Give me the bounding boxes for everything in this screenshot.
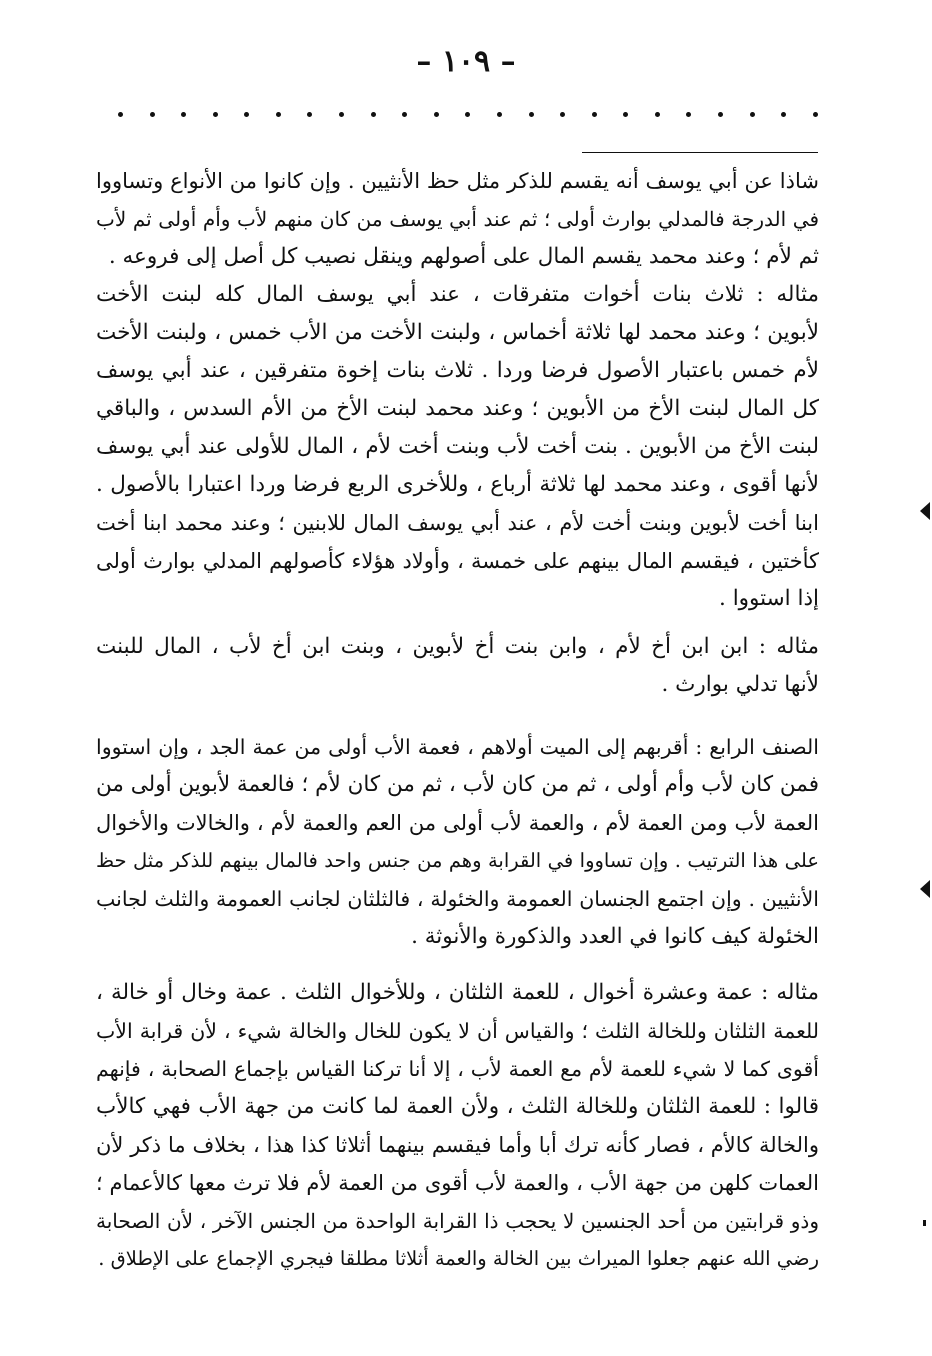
text-line: والخالة كالأم ، فصار كأنه ترك أبا وأما فيقسم بينهما أثلاثا كذا هذا ، بخلاف ما ذكر لأن [96,1133,819,1157]
separator-dot [750,112,755,117]
dotted-separator [118,112,818,117]
separator-dot [434,112,439,117]
margin-tick [923,1220,926,1226]
separator-dot [813,112,818,117]
text-line: شاذا عن أبي يوسف أنه يقسم للذكر مثل حظ الأنثيين . وإن كانوا من الأنواع وتساووا [96,169,819,193]
text-line: لأبوين ؛ وعند محمد لها ثلاثة أخماس ، ولبنت الأخت من الأب خمس ، ولبنت الأخت [96,320,819,345]
paragraph-gap [96,704,819,728]
text-line: قالوا : للعمة الثلثان وللخالة الثلث ، ولأن العمة لما كانت من جهة الأب فهي كالأب [96,1094,819,1119]
text-line: ثم لأم ؛ وعند محمد يقسم المال على أصولهم وينقل نصيب كل أصل إلى فروعه . [108,244,819,269]
text-line: وذو قرابتين من أحد الجنسين لا يحجب ذا القرابة الواحدة من الجنس الآخر ، لأن الصحابة [96,1209,819,1233]
paragraph-gap [96,618,819,628]
text-body [96,162,819,1278]
separator-dot [655,112,660,117]
paragraph-gap [96,956,819,974]
separator-dot [623,112,628,117]
separator-dot [465,112,470,117]
separator-dot [276,112,281,117]
text-line: لأنها أقوى ، وعند محمد لها ثلاثة أرباع ، وللأخرى الربع فرضا وردا اعتبارا بالأصول . [96,472,819,497]
text-line: أقوى كما لا شيء للعمة لأم مع العمة لأب ، إلا أنا تركنا القياس بإجماع الصحابة ، فإنهم [96,1057,819,1081]
text-line: الصنف الرابع : أقربهم إلى الميت أولاهم ، فعمة الأب أولى من عمة الجد ، وإن استووا [96,735,819,759]
separator-dot [213,112,218,117]
text-line: العمات كلهن من جهة الأب ، والعمة لأب أقوى من العمة لأم فلا ترث معها كالأعمام ؛ [96,1171,819,1195]
top-rule [582,152,818,153]
paragraph-example-1 [96,276,819,618]
text-line: لأنها تدلي بوارث . [661,672,819,697]
separator-dot [244,112,249,117]
text-line: للعمة الثلثان وللخالة الثلث ؛ والقياس أن لا يكون للخال والخالة شيء ، لأن قرابة الأب [96,1019,819,1043]
text-line: رضي الله عنهم جعلوا الميراث بين الخالة والعمة أثلاثا مطلقا فيجري الإجماع على الإطلاق . [98,1247,819,1270]
separator-dot [371,112,376,117]
text-line: لبنت الأخ من الأبوين . بنت أخت لأب وبنت أخت لأم ، المال للأولى عند أبي يوسف [96,434,819,459]
text-line: مثاله : عمة وعشرة أخوال ، للعمة الثلثان ، وللأخوال الثلث . عمة وخال أو خالة ، [96,980,819,1005]
text-line: كأختين ، فيقسم المال بينهم على خمسة ، وأولاد هؤلاء كأصولهم المدلي بوارث أولى [96,549,819,573]
separator-dot [718,112,723,117]
separator-dot [118,112,123,117]
margin-mark [920,502,930,520]
text-line: العمة لأب ومن العمة لأم ، والعمة لأب أولى من العم والعمة لأم ، والخالات والأخوال [96,811,819,835]
separator-dot [181,112,186,117]
paragraph-example-3 [96,974,819,1278]
separator-dot [686,112,691,117]
text-line: مثاله : ثلاث بنات أخوات متفرقات ، عند أبي يوسف المال كله لبنت الأخت [96,282,819,307]
separator-dot [402,112,407,117]
page-number: – ١٠٩ – [416,44,516,79]
separator-dot [307,112,312,117]
separator-dot [529,112,534,117]
separator-dot [781,112,786,117]
text-line: في الدرجة فالمدلي بوارث أولى ؛ ثم عند أبي يوسف من كان منهم لأب وأم أولى ثم لأب [96,207,819,231]
paragraph-continuation [96,162,819,276]
text-line: الأنثيين . وإن اجتمع الجنسان العمومة والخئولة ، فالثلثان لجانب العمومة والثلث لجانب [96,887,819,911]
text-line: لأم خمس باعتبار الأصول فرضا وردا . ثلاث بنات إخوة متفرقين ، عند أبي يوسف [96,358,819,383]
margin-mark [920,880,930,898]
text-line: إذا استووا . [719,586,819,611]
text-line: الخئولة كيف كانوا في العدد والذكورة والأنوثة . [411,924,819,949]
separator-dot [592,112,597,117]
separator-dot [339,112,344,117]
paragraph-example-2 [96,628,819,704]
separator-dot [150,112,155,117]
text-line: ابنا أخت لأبوين وبنت أخت لأم ، عند أبي يوسف المال للابنين ؛ وعند محمد ابنا أخت [96,511,819,535]
text-line: فمن كان لأب وأم أولى ، ثم من كان لأب ، ثم من كان لأم ؛ فالعمة لأبوين أولى من [96,772,819,797]
text-line: مثاله : ابن ابن أخ لأم ، وابن بنت أخ لأبوين ، وبنت ابن أخ لأب ، المال للبنت [96,634,819,659]
text-line: كل المال لبنت الأخ من الأبوين ؛ وعند محمد لبنت الأخ من الأم السدس ، والباقي [96,396,819,421]
text-line: على هذا الترتيب . وإن تساووا في القرابة وهم من جنس واحد فالمال بينهم للذكر مثل حظ [96,849,819,872]
separator-dot [560,112,565,117]
separator-dot [497,112,502,117]
paragraph-fourth-class [96,728,819,956]
